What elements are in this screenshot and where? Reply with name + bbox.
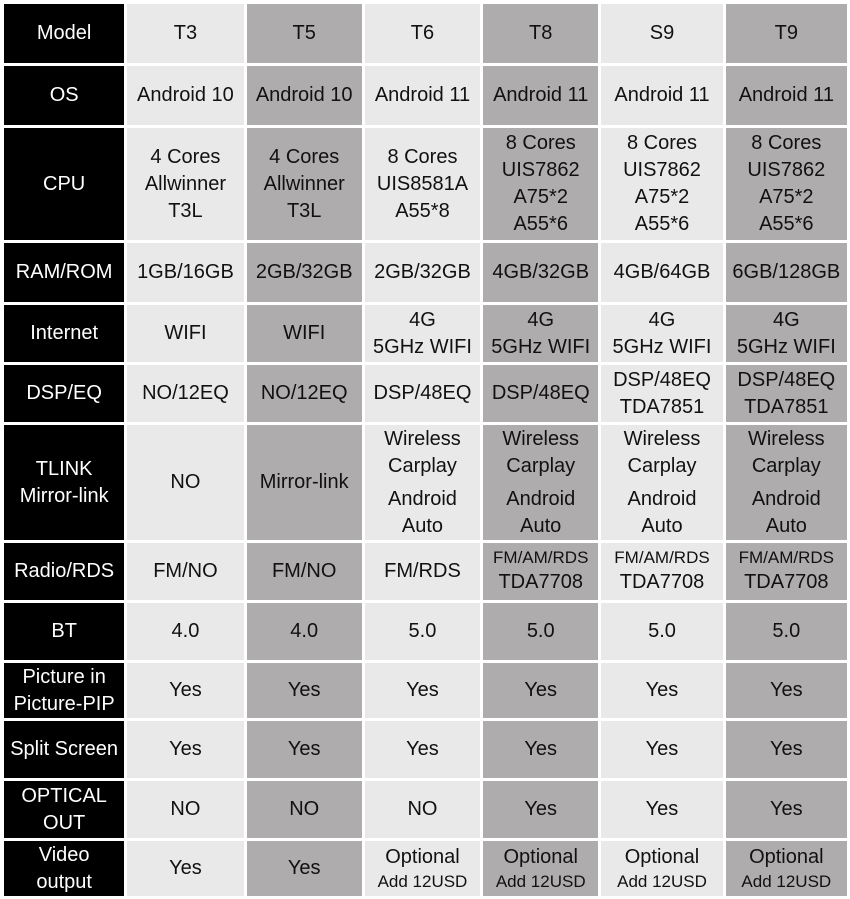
cell-t8-radio-rds <box>483 543 598 600</box>
cell-text: Allwinner <box>144 172 226 195</box>
cell-text: Carplay <box>751 454 821 477</box>
cell-text: Android 11 <box>614 84 710 106</box>
row-header-text: BT <box>51 620 77 642</box>
cell-text: A55*6 <box>634 213 690 235</box>
table-row-cpu <box>4 128 847 240</box>
cell-t6-model <box>365 4 480 63</box>
cell-text: DSP/48EQ <box>613 368 711 391</box>
cell-s9-bt <box>601 603 722 660</box>
cell-text: Yes <box>524 679 558 701</box>
cell-t3-dsp-eq <box>127 365 243 422</box>
cell-text: NO <box>407 798 438 820</box>
cell-text: 2GB/32GB <box>374 261 471 283</box>
cell-text: Yes <box>645 798 679 820</box>
cell-text: 5.0 <box>648 620 676 642</box>
cell-text: Wireless <box>747 427 825 450</box>
cell-s9-tlink-mirror-link <box>601 425 722 540</box>
cell-s9-internet <box>601 305 722 362</box>
cell-text: FM/AM/RDS <box>738 548 835 567</box>
cell-t5-picture-in-picture-pip <box>247 663 362 718</box>
cell-t8-internet <box>483 305 598 362</box>
cell-s9-radio-rds <box>601 543 722 600</box>
cell-text: Android <box>627 487 697 510</box>
cell-text: 4.0 <box>290 620 319 642</box>
cell-text: Yes <box>287 738 321 760</box>
cell-t9-bt <box>726 603 847 660</box>
cell-t3-ram-rom <box>127 243 243 302</box>
cell-text: Android <box>751 487 821 510</box>
cell-s9-ram-rom <box>601 243 722 302</box>
cell-t9-split-screen <box>726 721 847 778</box>
row-header-picture-in-picture-pip <box>4 663 124 718</box>
cell-text: Yes <box>645 738 679 760</box>
cell-t9-cpu <box>726 128 847 240</box>
cell-text: Auto <box>641 514 683 537</box>
cell-text: 5GHz WIFI <box>736 335 836 358</box>
cell-text: 5GHz WIFI <box>373 335 472 358</box>
cell-text: FM/RDS <box>384 560 461 582</box>
row-header-text: CPU <box>43 172 86 195</box>
cell-text: Optional <box>624 846 700 868</box>
cell-text: 4G <box>772 308 800 331</box>
cell-text: FM/NO <box>271 560 337 582</box>
cell-t6-optical-out <box>365 781 480 838</box>
row-header-text: OUT <box>43 811 86 834</box>
cell-t8-model <box>483 4 598 63</box>
table-row-bt <box>4 603 847 660</box>
cell-t8-tlink-mirror-link <box>483 425 598 540</box>
cell-s9-split-screen <box>601 721 722 778</box>
cell-t6-cpu <box>365 128 480 240</box>
cell-text: Auto <box>401 514 444 537</box>
cell-t6-dsp-eq <box>365 365 480 422</box>
cell-text: T3 <box>173 22 198 44</box>
row-header-text: Split Screen <box>10 738 119 760</box>
cell-t5-optical-out <box>247 781 362 838</box>
cell-text: Yes <box>406 679 439 701</box>
cell-s9-model <box>601 4 722 63</box>
cell-text: WIFI <box>164 322 207 344</box>
cell-text: Add 12USD <box>495 872 586 891</box>
cell-text: Add 12USD <box>377 872 468 891</box>
cell-text: Wireless <box>384 427 461 450</box>
cell-text: 8 Cores <box>505 132 576 154</box>
cell-text: 1GB/16GB <box>137 261 234 283</box>
row-header-text: output <box>36 870 92 893</box>
table-row-os <box>4 66 847 125</box>
table-row-video-output <box>4 841 847 896</box>
row-header-bt <box>4 603 124 660</box>
cell-t6-ram-rom <box>365 243 480 302</box>
cell-text: Optional <box>749 846 824 868</box>
cell-t8-dsp-eq <box>483 365 598 422</box>
cell-text: Add 12USD <box>741 872 832 891</box>
cell-text: T9 <box>774 22 798 44</box>
cell-s9-picture-in-picture-pip <box>601 663 722 718</box>
cell-text: A55*6 <box>513 213 568 235</box>
cell-text: Yes <box>406 738 439 760</box>
cell-text: Android 11 <box>374 84 471 106</box>
cell-t6-os <box>365 66 480 125</box>
cell-text: T3L <box>286 199 322 222</box>
cell-text: FM/NO <box>153 560 218 582</box>
table-body <box>4 4 847 896</box>
cell-text: T8 <box>529 22 553 44</box>
cell-t8-os <box>483 66 598 125</box>
cell-text: UIS7862 <box>501 159 580 181</box>
cell-text: 8 Cores <box>626 132 698 154</box>
cell-t9-tlink-mirror-link <box>726 425 847 540</box>
cell-text: NO <box>289 798 320 820</box>
cell-text: A75*2 <box>634 186 690 208</box>
row-header-text: Mirror-link <box>19 484 109 507</box>
cell-text: Yes <box>287 857 321 879</box>
row-header-dsp-eq <box>4 365 124 422</box>
row-header-text: Radio/RDS <box>14 560 115 582</box>
cell-text: Yes <box>770 798 803 820</box>
row-header-text: Internet <box>30 322 99 344</box>
row-header-os <box>4 66 124 125</box>
cell-text: NO/12EQ <box>142 382 229 404</box>
cell-text: 5.0 <box>408 620 437 642</box>
row-header-text: DSP/EQ <box>26 382 102 404</box>
cell-t9-os <box>726 66 847 125</box>
table-row-tlink-mirror-link <box>4 425 847 540</box>
cell-t9-internet <box>726 305 847 362</box>
cell-text: Yes <box>524 798 558 820</box>
cell-text: 4G <box>527 308 555 331</box>
cell-t8-video-output <box>483 841 598 896</box>
table-row-split-screen <box>4 721 847 778</box>
cell-text: Yes <box>169 857 202 879</box>
cell-t3-bt <box>127 603 243 660</box>
row-header-internet <box>4 305 124 362</box>
cell-text: Yes <box>287 679 321 701</box>
cell-text: FM/AM/RDS <box>614 548 710 567</box>
cell-text: Yes <box>169 738 202 760</box>
cell-text: TDA7851 <box>744 395 829 418</box>
cell-text: 4GB/32GB <box>492 261 590 283</box>
cell-t8-cpu <box>483 128 598 240</box>
row-header-optical-out <box>4 781 124 838</box>
cell-t5-cpu <box>247 128 362 240</box>
cell-text: Optional <box>385 846 460 868</box>
cell-t6-picture-in-picture-pip <box>365 663 480 718</box>
cell-t3-model <box>127 4 243 63</box>
cell-t5-model <box>247 4 362 63</box>
cell-text: DSP/48EQ <box>373 382 472 404</box>
cell-text: T3L <box>168 199 203 222</box>
cell-text: Yes <box>169 679 202 701</box>
row-header-text: OS <box>49 84 79 106</box>
table-row-internet <box>4 305 847 362</box>
cell-text: 4 Cores <box>150 145 221 168</box>
cell-t9-video-output <box>726 841 847 896</box>
cell-text: Wireless <box>623 427 701 450</box>
cell-text: Android <box>506 487 576 510</box>
cell-t9-radio-rds <box>726 543 847 600</box>
cell-text: TDA7851 <box>619 395 705 418</box>
cell-text: 2GB/32GB <box>255 261 353 283</box>
cell-t5-internet <box>247 305 362 362</box>
cell-t5-radio-rds <box>247 543 362 600</box>
row-header-text: TLINK <box>35 457 93 480</box>
cell-text: Yes <box>770 738 803 760</box>
cell-s9-optical-out <box>601 781 722 838</box>
row-header-video-output <box>4 841 124 896</box>
cell-t3-video-output <box>127 841 243 896</box>
row-header-tlink-mirror-link <box>4 425 124 540</box>
table-row-radio-rds <box>4 543 847 600</box>
cell-t8-ram-rom <box>483 243 598 302</box>
cell-s9-video-output <box>601 841 722 896</box>
cell-t8-bt <box>483 603 598 660</box>
cell-text: UIS7862 <box>747 159 826 181</box>
cell-t9-picture-in-picture-pip <box>726 663 847 718</box>
cell-text: 4G <box>409 308 436 331</box>
cell-text: Wireless <box>502 427 580 450</box>
cell-text: 5.0 <box>772 620 801 642</box>
cell-text: T6 <box>410 22 435 44</box>
row-header-model <box>4 4 124 63</box>
cell-t5-split-screen <box>247 721 362 778</box>
cell-t5-os <box>247 66 362 125</box>
cell-t3-cpu <box>127 128 243 240</box>
cell-t9-dsp-eq <box>726 365 847 422</box>
spec-comparison-table <box>1 1 850 899</box>
cell-text: S9 <box>649 22 675 44</box>
cell-text: DSP/48EQ <box>491 382 590 404</box>
cell-t6-tlink-mirror-link <box>365 425 480 540</box>
cell-t5-ram-rom <box>247 243 362 302</box>
cell-t3-os <box>127 66 243 125</box>
cell-t8-picture-in-picture-pip <box>483 663 598 718</box>
cell-text: A55*8 <box>395 199 450 222</box>
cell-t3-internet <box>127 305 243 362</box>
cell-text: Mirror-link <box>259 471 349 493</box>
cell-text: WIFI <box>283 322 326 344</box>
cell-text: Auto <box>765 514 807 537</box>
table-row-ram-rom <box>4 243 847 302</box>
cell-text: T5 <box>292 22 316 44</box>
table-row-picture-in-picture-pip <box>4 663 847 718</box>
cell-text: Carplay <box>388 454 457 477</box>
table-row-dsp-eq <box>4 365 847 422</box>
cell-text: Optional <box>503 846 578 868</box>
cell-text: 5GHz WIFI <box>491 335 591 358</box>
cell-t6-video-output <box>365 841 480 896</box>
table-row-model <box>4 4 847 63</box>
cell-text: 4GB/64GB <box>613 261 711 283</box>
cell-t3-split-screen <box>127 721 243 778</box>
cell-s9-cpu <box>601 128 722 240</box>
cell-text: 5.0 <box>526 620 555 642</box>
cell-text: TDA7708 <box>498 571 583 593</box>
cell-t3-radio-rds <box>127 543 243 600</box>
cell-t6-internet <box>365 305 480 362</box>
cell-text: TDA7708 <box>744 571 829 593</box>
cell-t3-tlink-mirror-link <box>127 425 243 540</box>
cell-text: 8 Cores <box>387 145 458 168</box>
cell-text: Yes <box>645 679 679 701</box>
row-header-cpu <box>4 128 124 240</box>
cell-text: 4.0 <box>171 620 200 642</box>
cell-t9-optical-out <box>726 781 847 838</box>
cell-text: 6GB/128GB <box>732 261 841 283</box>
cell-t9-model <box>726 4 847 63</box>
cell-t8-optical-out <box>483 781 598 838</box>
row-header-text: Picture in <box>22 665 106 688</box>
cell-text: NO <box>170 471 201 493</box>
cell-text: NO <box>170 798 201 820</box>
cell-text: Android 11 <box>493 84 589 106</box>
cell-text: DSP/48EQ <box>737 368 836 391</box>
cell-text: Android 10 <box>255 84 353 106</box>
row-header-text: RAM/ROM <box>15 261 113 283</box>
row-header-radio-rds <box>4 543 124 600</box>
cell-text: 4 Cores <box>269 145 340 168</box>
cell-t8-split-screen <box>483 721 598 778</box>
cell-text: A55*6 <box>759 213 814 235</box>
cell-t9-ram-rom <box>726 243 847 302</box>
row-header-text: Model <box>36 22 92 44</box>
cell-text: TDA7708 <box>619 571 705 593</box>
cell-text: UIS8581A <box>376 172 469 195</box>
cell-text: Allwinner <box>263 172 345 195</box>
cell-t3-optical-out <box>127 781 243 838</box>
table-row-optical-out <box>4 781 847 838</box>
cell-text: UIS7862 <box>623 159 701 181</box>
row-header-text: Picture-PIP <box>13 692 115 715</box>
cell-text: 5GHz WIFI <box>612 335 712 358</box>
cell-text: Android 10 <box>137 84 234 106</box>
cell-text: A75*2 <box>513 186 568 208</box>
cell-t6-radio-rds <box>365 543 480 600</box>
cell-text: Android <box>387 487 457 510</box>
cell-text: FM/AM/RDS <box>493 548 589 567</box>
cell-text: Auto <box>520 514 562 537</box>
cell-text: 8 Cores <box>751 132 822 154</box>
cell-s9-dsp-eq <box>601 365 722 422</box>
row-header-text: OPTICAL <box>21 784 107 807</box>
cell-t5-video-output <box>247 841 362 896</box>
cell-text: A75*2 <box>759 186 814 208</box>
cell-s9-os <box>601 66 722 125</box>
row-header-text: Video <box>38 843 90 866</box>
cell-text: Yes <box>524 738 558 760</box>
cell-text: NO/12EQ <box>260 382 348 404</box>
row-header-split-screen <box>4 721 124 778</box>
cell-t5-bt <box>247 603 362 660</box>
cell-t3-picture-in-picture-pip <box>127 663 243 718</box>
cell-text: Carplay <box>627 454 697 477</box>
cell-t6-bt <box>365 603 480 660</box>
cell-t5-dsp-eq <box>247 365 362 422</box>
cell-text: 4G <box>648 308 676 331</box>
cell-text: Android 11 <box>738 84 834 106</box>
cell-text: Add 12USD <box>617 872 707 891</box>
row-header-ram-rom <box>4 243 124 302</box>
cell-t6-split-screen <box>365 721 480 778</box>
cell-text: Yes <box>770 679 803 701</box>
cell-text: Carplay <box>506 454 576 477</box>
cell-t5-tlink-mirror-link <box>247 425 362 540</box>
